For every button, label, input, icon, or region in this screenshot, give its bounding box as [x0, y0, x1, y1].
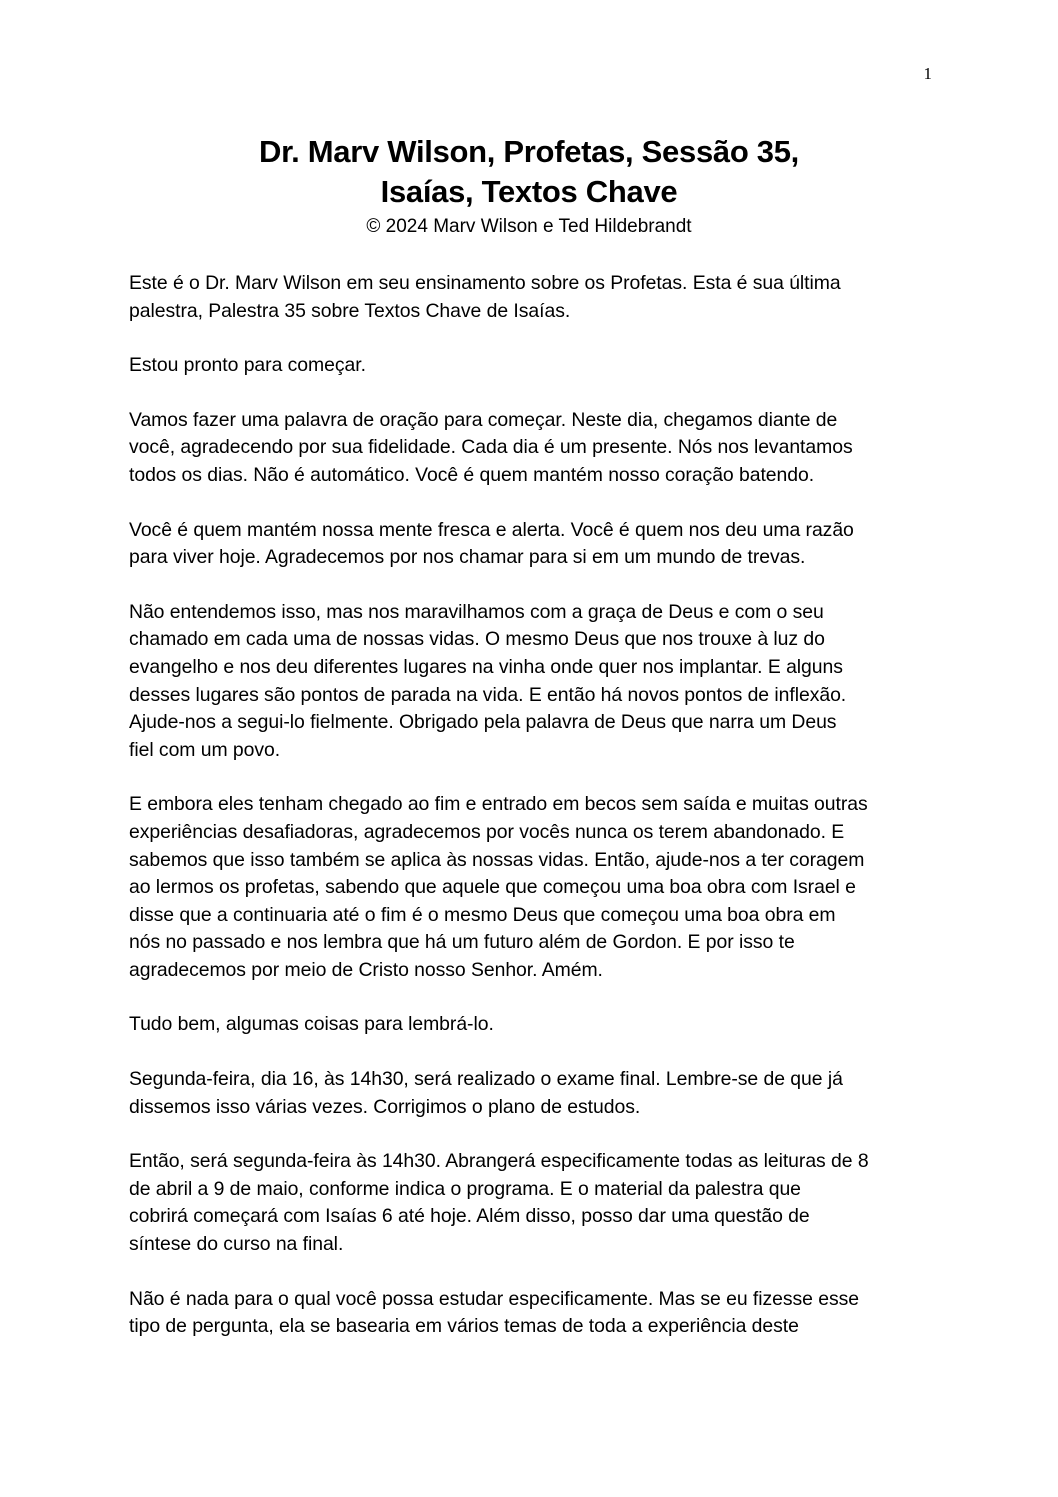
paragraph-line: chamado em cada uma de nossas vidas. O mesmo Deus que nos trouxe à luz do [129, 628, 825, 651]
paragraph-line: síntese do curso na final. [129, 1233, 344, 1256]
paragraph-line: E embora eles tenham chegado ao fim e entrado em becos sem saída e muitas outras [129, 793, 868, 816]
paragraph-line: ao lermos os profetas, sabendo que aquele que começou uma boa obra com Israel e [129, 876, 856, 899]
paragraph-line: todos os dias. Não é automático. Você é quem mantém nosso coração batendo. [129, 463, 815, 486]
paragraph-line: Segunda-feira, dia 16, às 14h30, será realizado o exame final. Lembre-se de que já [129, 1068, 843, 1091]
paragraph-line: evangelho e nos deu diferentes lugares na vinha onde quer nos implantar. E alguns [129, 655, 843, 678]
document-header [0, 132, 1058, 240]
paragraph-line: para viver hoje. Agradecemos por nos chamar para si em um mundo de trevas. [129, 546, 806, 569]
body-paragraph [129, 352, 941, 380]
paragraph-line: tipo de pergunta, ela se basearia em vários temas de toda a experiência deste [129, 1315, 799, 1338]
document-body [129, 270, 941, 1368]
paragraph-line: Então, será segunda-feira às 14h30. Abrangerá especificamente todas as leituras de 8 [129, 1150, 869, 1173]
body-paragraph [129, 791, 941, 984]
paragraph-line: experiências desafiadoras, agradecemos por vocês nunca os terem abandonado. E [129, 820, 845, 843]
paragraph-line: de abril a 9 de maio, conforme indica o programa. E o material da palestra que [129, 1177, 801, 1200]
body-paragraph [129, 1066, 941, 1121]
body-paragraph [129, 1286, 941, 1341]
paragraph-line: Não entendemos isso, mas nos maravilhamos com a graça de Deus e com o seu [129, 600, 824, 623]
document-title-line-2: Isaías, Textos Chave [380, 174, 678, 209]
paragraph-line: desses lugares são pontos de parada na vida. E então há novos pontos de inflexão. [129, 683, 847, 706]
body-paragraph [129, 270, 941, 325]
paragraph-line: palestra, Palestra 35 sobre Textos Chave de Isaías. [129, 299, 571, 322]
paragraph-line: Este é o Dr. Marv Wilson em seu ensinamento sobre os Profetas. Esta é sua última [129, 272, 841, 294]
paragraph-line: Ajude-nos a segui-lo fielmente. Obrigado pela palavra de Deus que narra um Deus [129, 711, 837, 734]
paragraph-line: Não é nada para o qual você possa estudar especificamente. Mas se eu fizesse esse [129, 1287, 859, 1310]
paragraph-line: sabemos que isso também se aplica às nossas vidas. Então, ajude-nos a ter coragem [129, 848, 865, 871]
body-paragraph [129, 407, 941, 490]
page-number: 1 [923, 64, 932, 83]
paragraph-line: Vamos fazer uma palavra de oração para começar. Neste dia, chegamos diante de [129, 408, 838, 431]
paragraph-line: Estou pronto para começar. [129, 354, 366, 377]
paragraph-line: dissemos isso várias vezes. Corrigimos o plano de estudos. [129, 1095, 641, 1118]
body-paragraph [129, 1011, 941, 1039]
paragraph-line: Tudo bem, algumas coisas para lembrá-lo. [129, 1013, 494, 1036]
copyright-notice: © 2024 Marv Wilson e Ted Hildebrandt [366, 216, 692, 237]
body-paragraph [129, 1148, 941, 1258]
paragraph-line: disse que a continuaria até o fim é o mesmo Deus que começou uma boa obra em [129, 903, 836, 926]
body-paragraph [129, 517, 941, 572]
paragraph-line: agradecemos por meio de Cristo nosso Senhor. Amém. [129, 958, 603, 981]
paragraph-line: você, agradecendo por sua fidelidade. Cada dia é um presente. Nós nos levantamos [129, 436, 853, 459]
paragraph-line: nós no passado e nos lembra que há um futuro além de Gordon. E por isso te [129, 931, 795, 954]
paragraph-line: fiel com um povo. [129, 738, 281, 761]
body-paragraph [129, 599, 941, 765]
paragraph-line: cobrirá começará com Isaías 6 até hoje. Além disso, posso dar uma questão de [129, 1205, 810, 1228]
paragraph-line: Você é quem mantém nossa mente fresca e alerta. Você é quem nos deu uma razão [129, 518, 854, 541]
document-title-line-1: Dr. Marv Wilson, Profetas, Sessão 35, [259, 134, 799, 169]
